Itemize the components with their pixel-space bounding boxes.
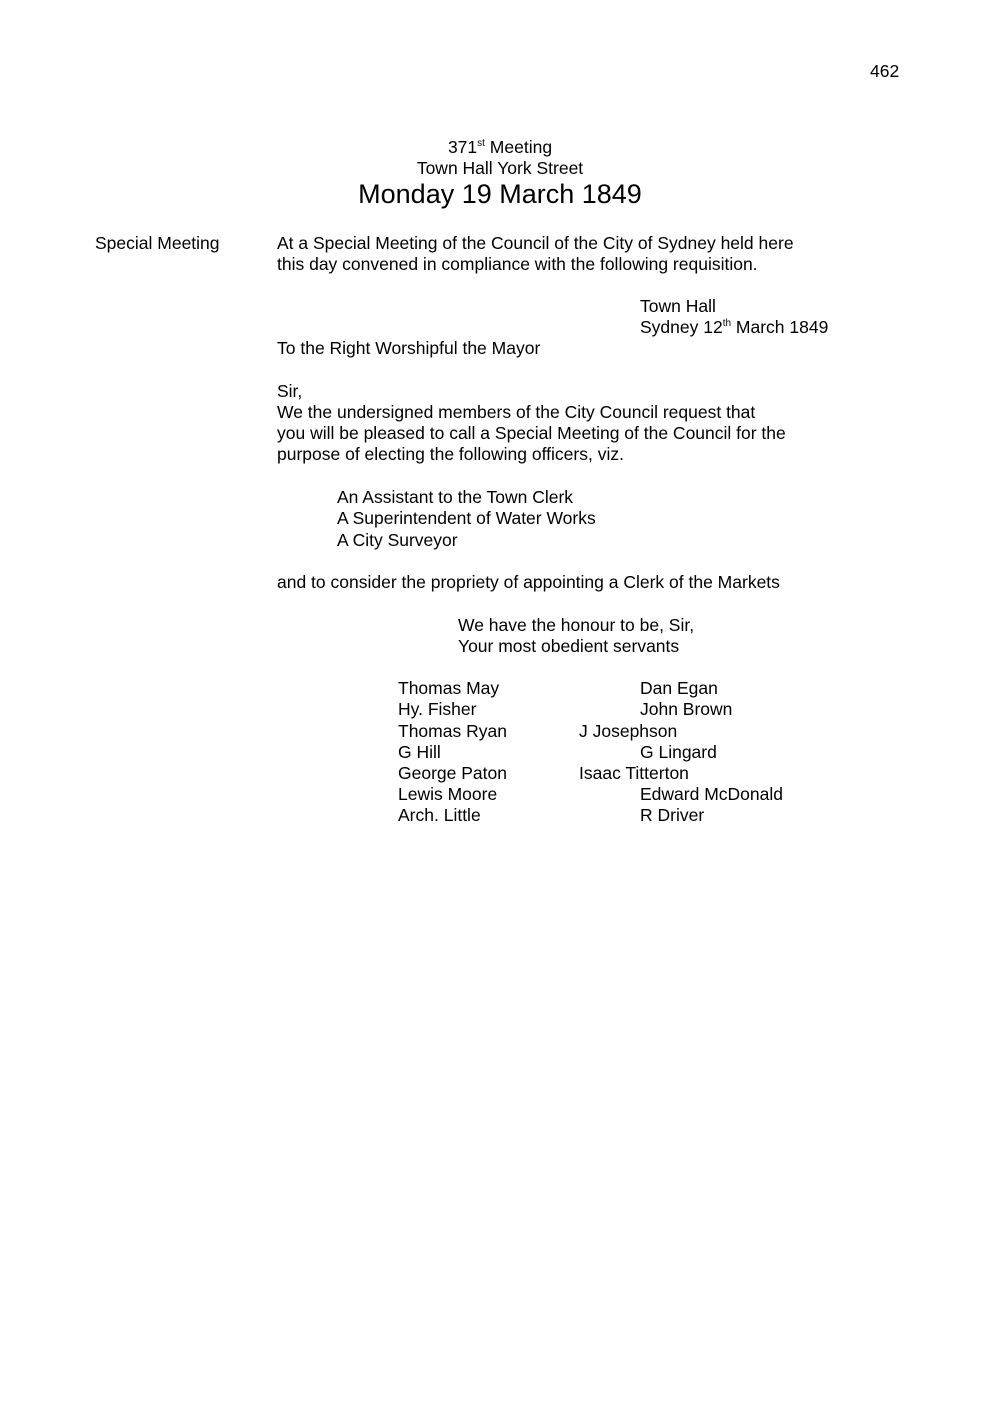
signatory-left: Hy. Fisher [398, 699, 477, 719]
signatory-right: John Brown [640, 699, 733, 719]
meeting-date: Monday 19 March 1849 [358, 179, 642, 209]
officer-item: An Assistant to the Town Clerk [337, 487, 574, 507]
signatory-right: G Lingard [640, 742, 717, 762]
letter-place: Town Hall [640, 296, 716, 316]
letter-body-line: purpose of electing the following officers, viz. [277, 444, 624, 464]
intro-line-2: this day convened in compliance with the following requisition. [277, 254, 758, 274]
signatory-left: Thomas Ryan [398, 721, 507, 741]
page-number: 462 [870, 61, 900, 81]
meeting-number [0, 137, 1000, 158]
meeting-number-suffix: st [477, 138, 485, 149]
meeting-number-value: 371 [447, 137, 478, 157]
signatory-left: Arch. Little [398, 805, 481, 825]
letter-date-suffix: th [722, 318, 732, 329]
letter-body-line: We the undersigned members of the City Council request that [277, 402, 756, 422]
intro-line-1: At a Special Meeting of the Council of the City of Sydney held here [277, 233, 794, 253]
signatory-right: Edward McDonald [640, 784, 783, 804]
meeting-label: Meeting [489, 137, 553, 157]
letter-salutation: Sir, [277, 381, 303, 401]
signatory-left: Thomas May [398, 678, 500, 698]
letter-date-prefix: Sydney 12 [640, 317, 723, 337]
signatory-right: Isaac Titterton [579, 763, 689, 783]
meeting-venue: Town Hall York Street [416, 158, 584, 178]
signatory-right: Dan Egan [640, 678, 718, 698]
signatory-left: George Paton [398, 763, 507, 783]
officer-item: A Superintendent of Water Works [337, 508, 596, 528]
signoff-line: Your most obedient servants [458, 636, 680, 656]
closing-request: and to consider the propriety of appointing a Clerk of the Markets [277, 572, 780, 592]
signatory-right: R Driver [640, 805, 705, 825]
signatory-left: Lewis Moore [398, 784, 498, 804]
letter-date-rest: March 1849 [731, 317, 829, 337]
margin-note: Special Meeting [95, 233, 220, 253]
letter-body-line: you will be pleased to call a Special Meeting of the Council for the [277, 423, 786, 443]
signatory-right: J Josephson [579, 721, 678, 741]
officer-item: A City Surveyor [337, 530, 458, 550]
signatory-left: G Hill [398, 742, 441, 762]
letter-addressee: To the Right Worshipful the Mayor [277, 338, 541, 358]
letter-date [640, 317, 828, 338]
signoff-line: We have the honour to be, Sir, [458, 615, 695, 635]
